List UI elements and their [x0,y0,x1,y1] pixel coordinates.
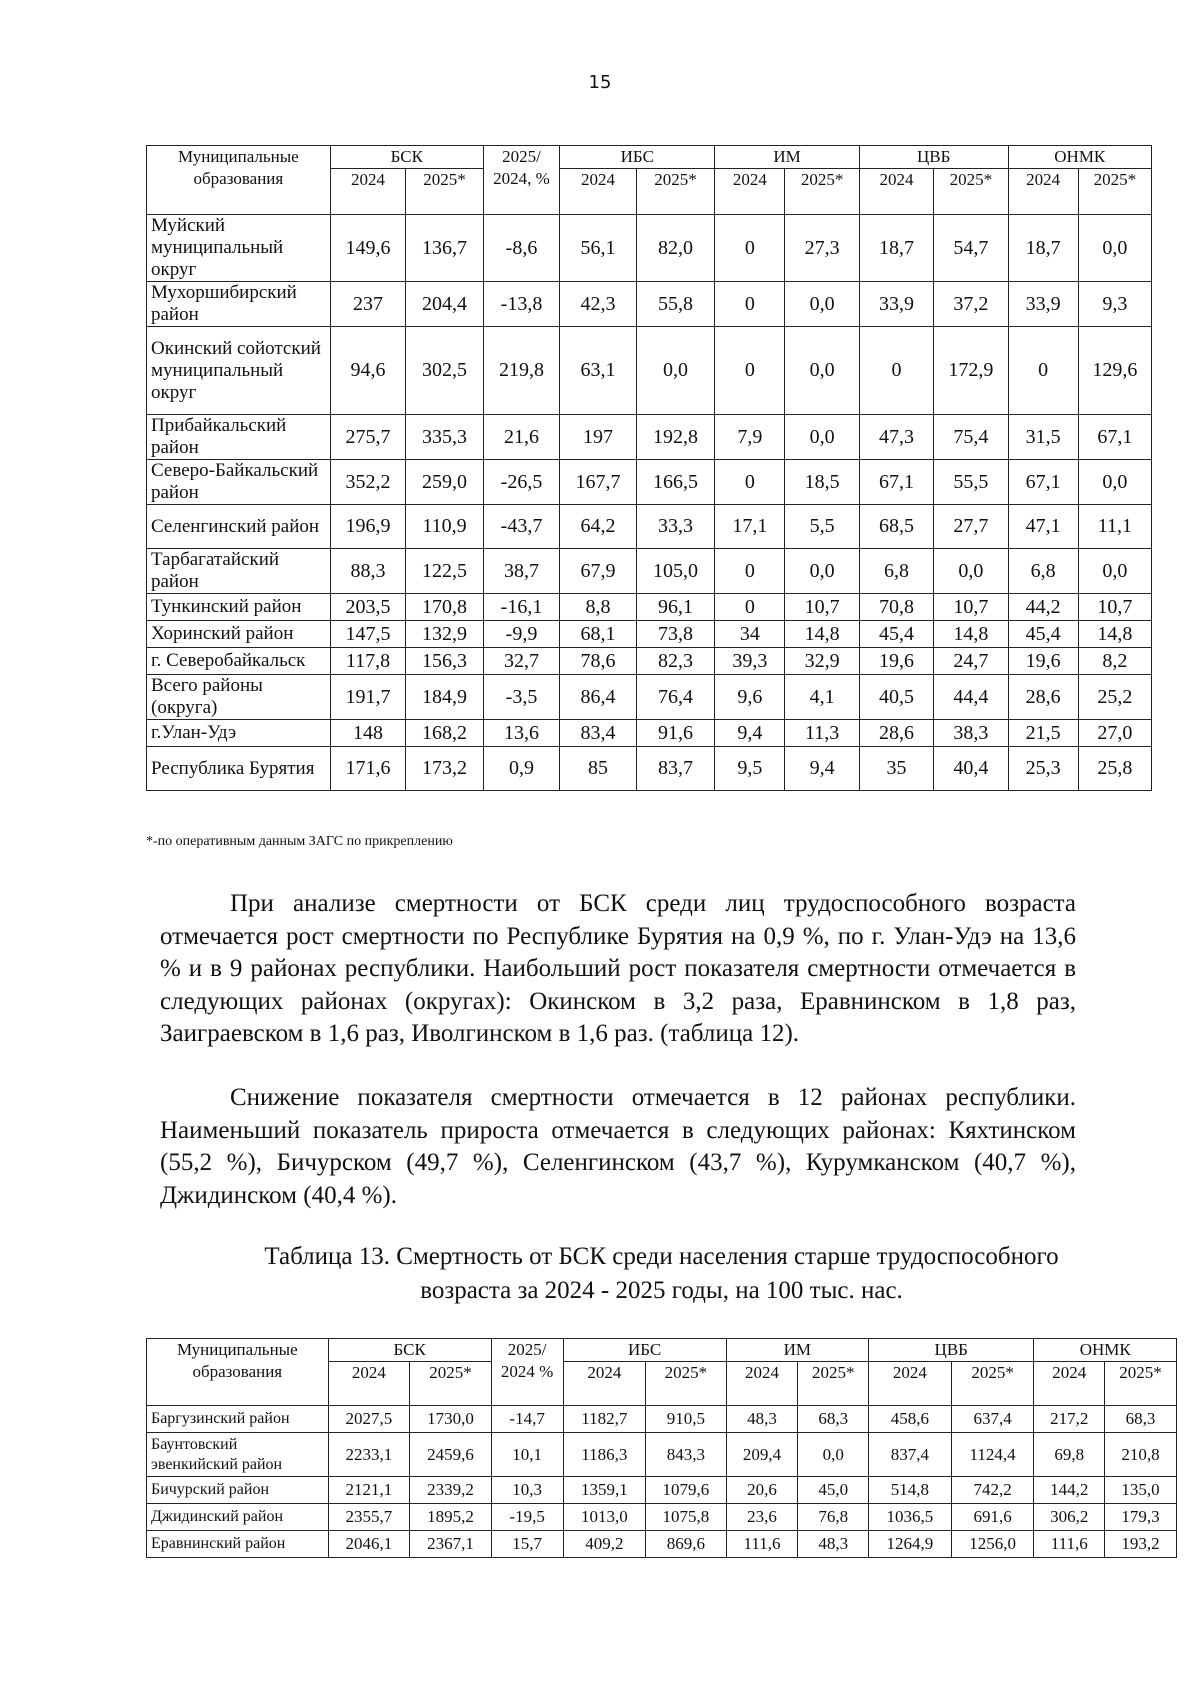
row-name: Еравнинский район [147,1531,329,1558]
cell-value: 33,3 [636,505,715,549]
header-year-2024: 2024 [560,169,636,215]
header-municipal: Муниципальные образования [147,146,331,215]
cell-value: 17,1 [715,505,785,549]
cell-value: 38,7 [483,549,559,594]
cell-value: 32,9 [785,648,859,675]
cell-value: 63,1 [560,327,636,415]
cell-value: 83,4 [560,720,636,747]
cell-value: 67,1 [1008,460,1078,505]
header-year-2024: 2024 [859,169,933,215]
cell-value: 0 [715,215,785,282]
cell-value: -9,9 [483,621,559,648]
header-year-2025: 2025* [406,169,484,215]
cell-value: 34 [715,621,785,648]
cell-value: 302,5 [406,327,484,415]
table-row [147,327,1152,415]
cell-value: 5,5 [785,505,859,549]
cell-value: 10,7 [934,594,1008,621]
header-year-2025: 2025* [636,169,715,215]
cell-value: -13,8 [483,282,559,327]
cell-value: 197 [560,415,636,460]
cell-value: 14,8 [785,621,859,648]
cell-value: 1256,0 [951,1531,1034,1558]
cell-value: 193,2 [1105,1531,1177,1558]
header-year-2024: 2024 [1008,169,1078,215]
cell-value: 10,3 [491,1477,563,1504]
row-name: Бичурский район [147,1477,329,1504]
row-name: Джидинский район [147,1504,329,1531]
header-bsk: БСК [330,146,483,169]
cell-value: 167,7 [560,460,636,505]
cell-value: 0,0 [1078,460,1151,505]
cell-value: 40,4 [934,747,1008,791]
cell-value: 24,7 [934,648,1008,675]
row-name: Окинский сойотский муниципальный округ [147,327,331,415]
page-number: 15 [588,72,612,93]
cell-value: 192,8 [636,415,715,460]
table-row [147,720,1152,747]
cell-value: 67,9 [560,549,636,594]
table-row [147,675,1152,720]
header-cvb: ЦВБ [869,1339,1034,1362]
row-name: Баргузинский район [147,1406,329,1433]
cell-value: 82,3 [636,648,715,675]
row-name: г.Улан-Удэ [147,720,331,747]
cell-value: -14,7 [491,1406,563,1433]
cell-value: 78,6 [560,648,636,675]
row-name: Всего районы (округа) [147,675,331,720]
header-change: 2025/ 2024, % [483,146,559,215]
header-year-2024: 2024 [869,1362,952,1406]
cell-value: 217,2 [1034,1406,1105,1433]
cell-value: 191,7 [330,675,405,720]
cell-value: 32,7 [483,648,559,675]
cell-value: 55,5 [934,460,1008,505]
cell-value: 88,3 [330,549,405,594]
cell-value: 19,6 [859,648,933,675]
table-13 [146,1338,1177,1558]
table-row [147,594,1152,621]
table-row [147,1406,1177,1433]
header-onmk: ОНМК [1008,146,1151,169]
table-row [147,282,1152,327]
cell-value: 1079,6 [646,1477,726,1504]
header-year-2025: 2025* [934,169,1008,215]
cell-value: 21,6 [483,415,559,460]
table-row [147,1477,1177,1504]
cell-value: 7,9 [715,415,785,460]
table-row [147,415,1152,460]
cell-value: 27,0 [1078,720,1151,747]
row-name: г. Северобайкальск [147,648,331,675]
cell-value: 14,8 [934,621,1008,648]
cell-value: 69,8 [1034,1433,1105,1477]
cell-value: 11,1 [1078,505,1151,549]
cell-value: 173,2 [406,747,484,791]
cell-value: 1075,8 [646,1504,726,1531]
table-row [147,215,1152,282]
header-year-2024: 2024 [726,1362,798,1406]
paragraph-bsk-growth: При анализе смертности от БСК среди лиц трудоспособного возраста отмечается рост смертности по Республике Бурятия на 0,9 %, по г. Улан-Удэ на 13,6 % и в 9 районах республики. Наибольший рост показателя смертности отмечается в следующих районах (округах): Окинском в 3,2 раза, Еравнинском в 1,8 раз, Заиграевском в 1,6 раз, Иволгинском в 1,6 раз. (таблица 12). [160,890,1076,1047]
cell-value: 0,0 [636,327,715,415]
cell-value: 11,3 [785,720,859,747]
cell-value: 306,2 [1034,1504,1105,1531]
cell-value: 68,5 [859,505,933,549]
header-cvb: ЦВБ [859,146,1008,169]
cell-value: 27,3 [785,215,859,282]
header-im: ИМ [715,146,859,169]
cell-value: 6,8 [1008,549,1078,594]
cell-value: 20,6 [726,1477,798,1504]
header-year-2024: 2024 [1034,1362,1105,1406]
cell-value: 203,5 [330,594,405,621]
cell-value: 55,8 [636,282,715,327]
cell-value: 0,0 [934,549,1008,594]
cell-value: 0,0 [785,415,859,460]
cell-value: 56,1 [560,215,636,282]
cell-value: 172,9 [934,327,1008,415]
cell-value: 42,3 [560,282,636,327]
table-row [147,1504,1177,1531]
cell-value: 0 [715,327,785,415]
header-ibs: ИБС [560,146,715,169]
cell-value: 23,6 [726,1504,798,1531]
cell-value: 82,0 [636,215,715,282]
cell-value: 156,3 [406,648,484,675]
header-year-2024: 2024 [328,1362,410,1406]
header-im: ИМ [726,1339,868,1362]
table-row [147,549,1152,594]
cell-value: 0,0 [1078,549,1151,594]
cell-value: 27,7 [934,505,1008,549]
row-name: Селенгинский район [147,505,331,549]
cell-value: 9,5 [715,747,785,791]
cell-value: 0,0 [1078,215,1151,282]
cell-value: 44,4 [934,675,1008,720]
cell-value: 1186,3 [563,1433,646,1477]
cell-value: 204,4 [406,282,484,327]
cell-value: 0 [715,460,785,505]
table-row [147,648,1152,675]
cell-value: 129,6 [1078,327,1151,415]
cell-value: 2367,1 [410,1531,492,1558]
cell-value: -19,5 [491,1504,563,1531]
cell-value: -26,5 [483,460,559,505]
cell-value: 0 [1008,327,1078,415]
cell-value: 352,2 [330,460,405,505]
cell-value: 25,2 [1078,675,1151,720]
table-row [147,505,1152,549]
cell-value: 209,4 [726,1433,798,1477]
row-name: Баунтовский эвенкийский район [147,1433,329,1477]
cell-value: 335,3 [406,415,484,460]
cell-value: 33,9 [1008,282,1078,327]
cell-value: 1036,5 [869,1504,952,1531]
cell-value: 83,7 [636,747,715,791]
caption-line: возраста за 2024 - 2025 годы, на 100 тыс. нас. [420,1277,903,1304]
row-name: Хоринский район [147,621,331,648]
cell-value: 1730,0 [410,1406,492,1433]
cell-value: 18,7 [859,215,933,282]
row-name: Республика Бурятия [147,747,331,791]
row-name: Тарбагатайский район [147,549,331,594]
cell-value: 45,0 [798,1477,869,1504]
table-row [147,1433,1177,1477]
cell-value: 9,4 [785,747,859,791]
table-footnote: *-по оперативным данным ЗАГС по прикреплению [146,834,453,849]
cell-value: 75,4 [934,415,1008,460]
cell-value: 86,4 [560,675,636,720]
cell-value: 742,2 [951,1477,1034,1504]
cell-value: -43,7 [483,505,559,549]
cell-value: 1124,4 [951,1433,1034,1477]
cell-value: 275,7 [330,415,405,460]
cell-value: 4,1 [785,675,859,720]
header-year-2025: 2025* [646,1362,726,1406]
table-13-caption [146,1240,1177,1308]
cell-value: 2459,6 [410,1433,492,1477]
header-year-2025: 2025* [410,1362,492,1406]
cell-value: 147,5 [330,621,405,648]
cell-value: 117,8 [330,648,405,675]
table-row [147,747,1152,791]
cell-value: 10,1 [491,1433,563,1477]
cell-value: 910,5 [646,1406,726,1433]
cell-value: 135,0 [1105,1477,1177,1504]
cell-value: 637,4 [951,1406,1034,1433]
cell-value: 85 [560,747,636,791]
cell-value: 132,9 [406,621,484,648]
cell-value: 869,6 [646,1531,726,1558]
cell-value: 259,0 [406,460,484,505]
cell-value: 96,1 [636,594,715,621]
cell-value: 28,6 [1008,675,1078,720]
cell-value: 91,6 [636,720,715,747]
cell-value: 44,2 [1008,594,1078,621]
cell-value: 76,8 [798,1504,869,1531]
cell-value: 21,5 [1008,720,1078,747]
cell-value: 0,0 [785,549,859,594]
cell-value: 184,9 [406,675,484,720]
cell-value: 1182,7 [563,1406,646,1433]
header-year-2025: 2025* [1105,1362,1177,1406]
cell-value: 1895,2 [410,1504,492,1531]
cell-value: 458,6 [869,1406,952,1433]
cell-value: 168,2 [406,720,484,747]
cell-value: 0,0 [785,327,859,415]
cell-value: 10,7 [1078,594,1151,621]
cell-value: 48,3 [798,1531,869,1558]
header-ibs: ИБС [563,1339,726,1362]
cell-value: 2121,1 [328,1477,410,1504]
cell-value: 14,8 [1078,621,1151,648]
cell-value: 210,8 [1105,1433,1177,1477]
cell-value: 0 [715,594,785,621]
row-name: Мухоршибирский район [147,282,331,327]
cell-value: 39,3 [715,648,785,675]
cell-value: 514,8 [869,1477,952,1504]
cell-value: 2046,1 [328,1531,410,1558]
cell-value: 31,5 [1008,415,1078,460]
cell-value: 73,8 [636,621,715,648]
cell-value: 110,9 [406,505,484,549]
cell-value: 166,5 [636,460,715,505]
cell-value: 45,4 [859,621,933,648]
cell-value: 2027,5 [328,1406,410,1433]
cell-value: 196,9 [330,505,405,549]
cell-value: 68,3 [798,1406,869,1433]
cell-value: 67,1 [1078,415,1151,460]
cell-value: 105,0 [636,549,715,594]
header-year-2024: 2024 [715,169,785,215]
row-name: Тункинский район [147,594,331,621]
row-name: Прибайкальский район [147,415,331,460]
caption-line: Таблица 13. Смертность от БСК среди населения старше трудоспособного [264,1243,1059,1270]
header-bsk: БСК [328,1339,491,1362]
cell-value: 9,3 [1078,282,1151,327]
cell-value: 148 [330,720,405,747]
cell-value: 0,0 [785,282,859,327]
cell-value: 19,6 [1008,648,1078,675]
cell-value: 1359,1 [563,1477,646,1504]
cell-value: 45,4 [1008,621,1078,648]
header-year-2024: 2024 [563,1362,646,1406]
cell-value: 9,6 [715,675,785,720]
cell-value: 68,3 [1105,1406,1177,1433]
header-year-2024: 2024 [330,169,405,215]
header-onmk: ОНМК [1034,1339,1177,1362]
cell-value: 64,2 [560,505,636,549]
cell-value: 76,4 [636,675,715,720]
cell-value: 18,7 [1008,215,1078,282]
table-row [147,460,1152,505]
cell-value: -16,1 [483,594,559,621]
cell-value: 47,3 [859,415,933,460]
cell-value: 111,6 [726,1531,798,1558]
cell-value: -8,6 [483,215,559,282]
cell-value: 219,8 [483,327,559,415]
cell-value: 15,7 [491,1531,563,1558]
cell-value: 0 [715,282,785,327]
row-name: Северо-Байкальский район [147,460,331,505]
cell-value: 68,1 [560,621,636,648]
cell-value: 111,6 [1034,1531,1105,1558]
cell-value: 25,8 [1078,747,1151,791]
cell-value: 843,3 [646,1433,726,1477]
cell-value: 38,3 [934,720,1008,747]
row-name: Муйский муниципальный округ [147,215,331,282]
cell-value: 2233,1 [328,1433,410,1477]
paragraph-bsk-decline: Снижение показателя смертности отмечается в 12 районах республики. Наименьший показатель прироста отмечается в следующих районах: Кяхтинском (55,2 %), Бичурском (49,7 %), Селенгинском (43,7 %), Курумканском (40,7 %), Джидинском (40,4 %). [160,1084,1076,1209]
header-change: 2025/ 2024 % [491,1339,563,1406]
header-year-2025: 2025* [785,169,859,215]
cell-value: 6,8 [859,549,933,594]
header-municipal: Муниципальные образования [147,1339,329,1406]
cell-value: 48,3 [726,1406,798,1433]
header-year-2025: 2025* [1078,169,1151,215]
cell-value: 0,0 [798,1433,869,1477]
cell-value: 8,8 [560,594,636,621]
cell-value: 8,2 [1078,648,1151,675]
cell-value: 409,2 [563,1531,646,1558]
cell-value: 2339,2 [410,1477,492,1504]
cell-value: 179,3 [1105,1504,1177,1531]
cell-value: 1013,0 [563,1504,646,1531]
cell-value: 35 [859,747,933,791]
table-row [147,1531,1177,1558]
cell-value: 691,6 [951,1504,1034,1531]
cell-value: 237 [330,282,405,327]
cell-value: 33,9 [859,282,933,327]
table-12 [146,145,1152,791]
cell-value: 94,6 [330,327,405,415]
cell-value: 37,2 [934,282,1008,327]
cell-value: 9,4 [715,720,785,747]
cell-value: 136,7 [406,215,484,282]
cell-value: 837,4 [869,1433,952,1477]
cell-value: 67,1 [859,460,933,505]
cell-value: 1264,9 [869,1531,952,1558]
cell-value: 0,9 [483,747,559,791]
cell-value: 149,6 [330,215,405,282]
cell-value: 25,3 [1008,747,1078,791]
header-year-2025: 2025* [951,1362,1034,1406]
cell-value: 28,6 [859,720,933,747]
cell-value: 144,2 [1034,1477,1105,1504]
cell-value: 171,6 [330,747,405,791]
cell-value: 70,8 [859,594,933,621]
cell-value: 0 [859,327,933,415]
cell-value: 54,7 [934,215,1008,282]
cell-value: 0 [715,549,785,594]
cell-value: 10,7 [785,594,859,621]
cell-value: -3,5 [483,675,559,720]
cell-value: 18,5 [785,460,859,505]
cell-value: 40,5 [859,675,933,720]
cell-value: 170,8 [406,594,484,621]
cell-value: 122,5 [406,549,484,594]
table-row [147,621,1152,648]
cell-value: 13,6 [483,720,559,747]
header-year-2025: 2025* [798,1362,869,1406]
cell-value: 2355,7 [328,1504,410,1531]
cell-value: 47,1 [1008,505,1078,549]
